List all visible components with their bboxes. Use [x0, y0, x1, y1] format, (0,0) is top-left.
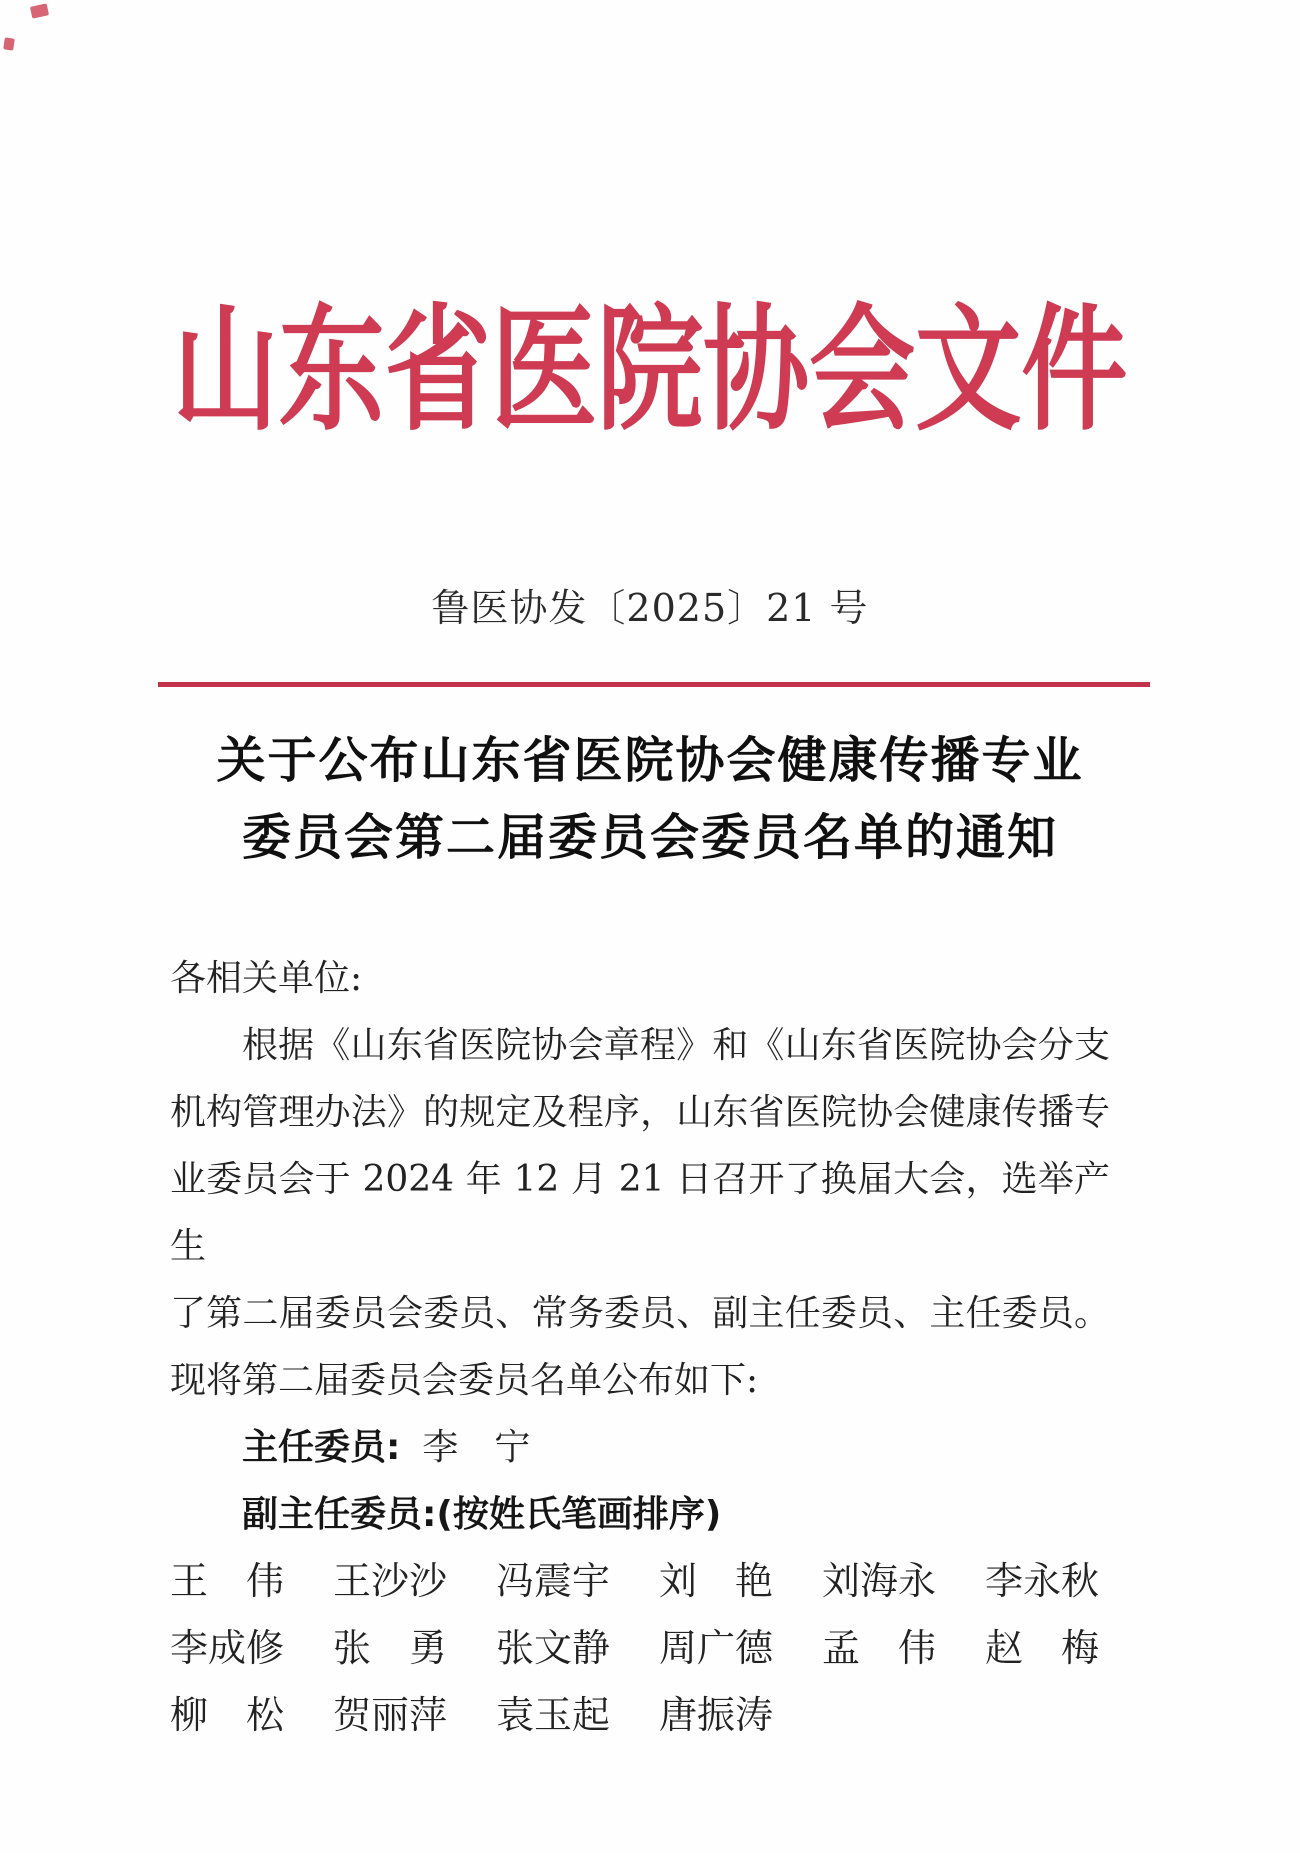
member-name: 李成修 [170, 1626, 285, 1670]
doc-body [170, 945, 1110, 1749]
member-row-2 [170, 1615, 1110, 1682]
scan-artifact [30, 3, 49, 18]
doc-title-line2: 委员会第二届委员会委员名单的通知 [241, 808, 1058, 866]
chair-name: 李 宁 [422, 1427, 531, 1468]
para-line-3: 业委员会于 2024 年 12 月 21 日召开了换届大会，选举产生 [170, 1159, 1110, 1267]
red-divider-rule [158, 682, 1150, 687]
doc-title-line1: 关于公布山东省医院协会健康传播专业 [216, 731, 1084, 789]
para-line-2: 机构管理办法》的规定及程序，山东省医院协会健康传播专 [170, 1092, 1110, 1133]
member-name: 袁玉起 [496, 1693, 611, 1737]
member-name: 贺丽萍 [333, 1693, 448, 1737]
member-name: 张文静 [496, 1626, 611, 1670]
member-name: 李永秋 [985, 1559, 1100, 1603]
member-name: 周广德 [659, 1626, 774, 1670]
member-name: 王 伟 [170, 1559, 285, 1603]
member-name: 柳 松 [170, 1693, 285, 1737]
doc-title [0, 722, 1300, 876]
scan-artifact [3, 37, 15, 50]
member-name: 孟 伟 [822, 1626, 937, 1670]
member-name: 冯震宇 [496, 1559, 611, 1603]
para-line-4: 了第二届委员会委员、常务委员、副主任委员、主任委员。 [170, 1293, 1110, 1334]
member-row-1 [170, 1548, 1110, 1615]
chair-label: 主任委员: [242, 1427, 401, 1468]
org-masthead [0, 290, 1300, 450]
member-name: 唐振涛 [659, 1693, 774, 1737]
salutation: 各相关单位: [170, 958, 363, 999]
para-line-5: 现将第二届委员会委员名单公布如下: [170, 1360, 759, 1401]
vice-chair-note: (按姓氏笔画排序) [436, 1494, 722, 1535]
doc-number: 鲁医协发〔2025〕21 号 [431, 586, 869, 630]
member-name: 张 勇 [333, 1626, 448, 1670]
member-name: 刘海永 [822, 1559, 937, 1603]
para-line-1: 根据《山东省医院协会章程》和《山东省医院协会分支 [242, 1025, 1110, 1066]
member-row-3 [170, 1682, 1110, 1749]
vice-chair-label: 副主任委员: [242, 1494, 437, 1535]
member-name: 赵 梅 [985, 1626, 1100, 1670]
member-name: 刘 艳 [659, 1559, 774, 1603]
org-masthead-text: 山东省医院协会文件 [172, 290, 1128, 450]
vice-chair-line [170, 1481, 1110, 1548]
member-name: 王沙沙 [333, 1559, 448, 1603]
chair-line [170, 1414, 1110, 1481]
